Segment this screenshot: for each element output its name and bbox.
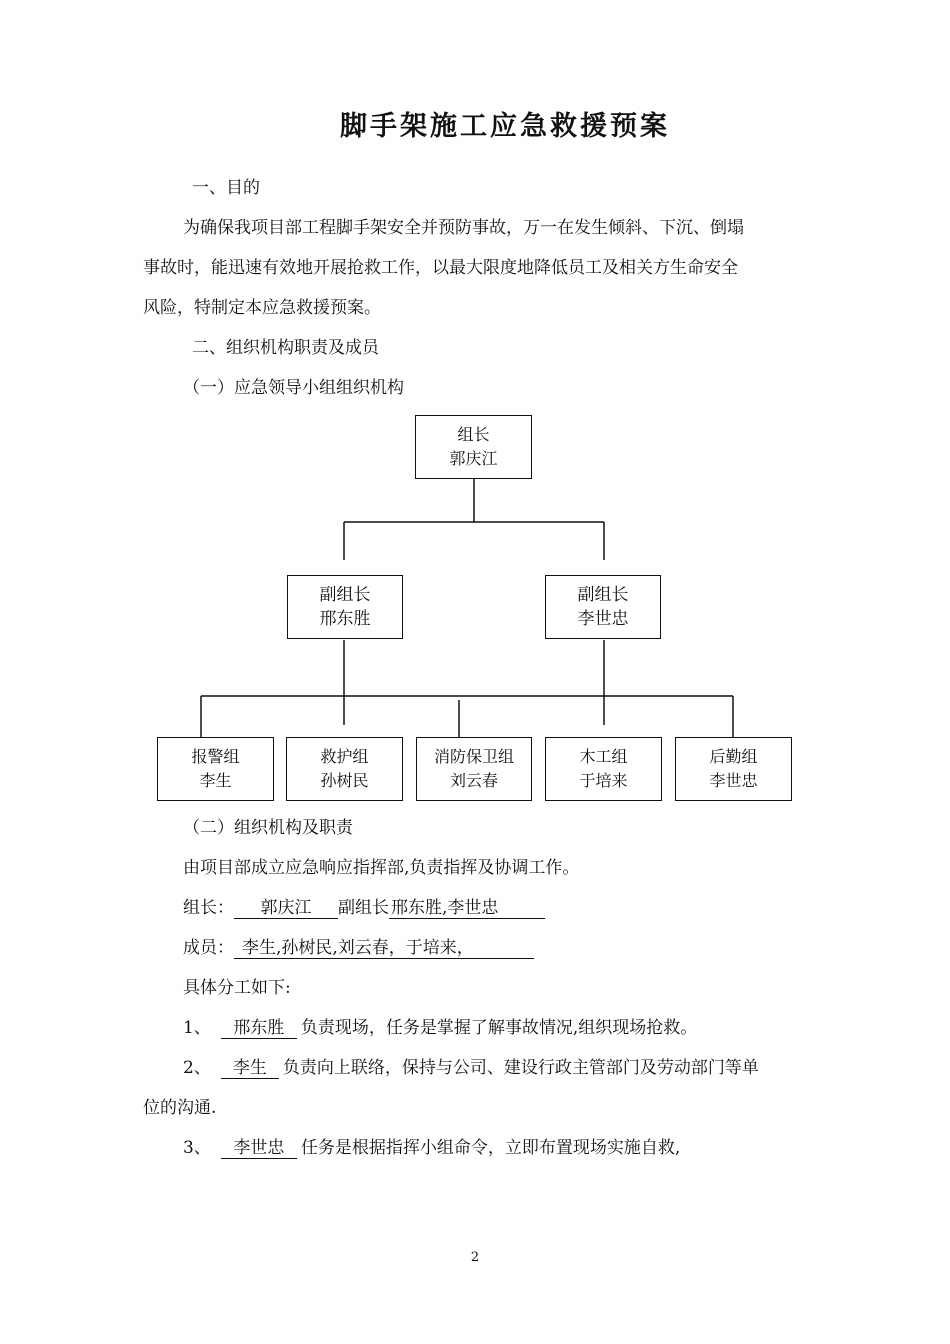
org-box-team-2 — [286, 737, 403, 801]
org-team-name: 李世忠 — [709, 771, 758, 790]
document-title: 脚手架施工应急救援预案 — [340, 111, 670, 142]
org-deputy-name: 邢东胜 — [319, 609, 371, 629]
duty-item-2 — [183, 1058, 759, 1079]
org-team-role: 报警组 — [191, 747, 240, 766]
duty-text: 负责向上联络，保持与公司、建设行政主管部门及劳动部门等单 — [282, 1058, 759, 1078]
org-team-name: 李生 — [199, 771, 232, 790]
sub2-heading: （二）组织机构及职责 — [183, 818, 353, 838]
leader-label: 组长： — [183, 898, 234, 918]
duty-item-3 — [183, 1138, 680, 1159]
org-deputy-role: 副组长 — [319, 585, 371, 605]
org-team-role: 后勤组 — [709, 747, 758, 766]
org-box-leader — [415, 415, 532, 479]
duty-text: 任务是根据指挥小组命令，立即布置现场实施自救, — [300, 1138, 681, 1158]
duty-number: 3、 — [183, 1138, 211, 1158]
deputy-names-field: 邢东胜,李世忠 — [389, 898, 545, 919]
org-team-role: 消防保卫组 — [433, 747, 514, 766]
org-team-name: 孙树民 — [320, 771, 369, 790]
org-deputy-role: 副组长 — [577, 585, 629, 605]
page-number: 2 — [470, 1250, 480, 1265]
leader-name-field: 郭庆江 — [234, 898, 338, 919]
duty-person: 李生 — [221, 1058, 279, 1079]
org-box-deputy-1 — [287, 575, 403, 639]
leader-line — [183, 898, 545, 919]
sub1-heading: （一）应急领导小组组织机构 — [183, 378, 404, 398]
para1-line3: 风险，特制定本应急救援预案。 — [143, 298, 381, 318]
org-team-role: 木工组 — [579, 747, 628, 766]
para1-line1: 为确保我项目部工程脚手架安全并预防事故，万一在发生倾斜、下沉、倒塌 — [183, 218, 744, 238]
org-box-team-4 — [545, 737, 662, 801]
duty-item-2-continued: 位的沟通. — [143, 1098, 217, 1118]
para1-line2: 事故时，能迅速有效地开展抢救工作，以最大限度地降低员工及相关方生命安全 — [143, 258, 738, 278]
duty-item-1 — [183, 1018, 697, 1039]
org-team-name: 于培来 — [579, 771, 628, 790]
member-line — [183, 938, 534, 959]
org-leader-name: 郭庆江 — [449, 449, 498, 468]
duty-number: 1、 — [183, 1018, 211, 1038]
division-heading: 具体分工如下: — [183, 978, 291, 998]
org-leader-role: 组长 — [457, 425, 490, 444]
section1-heading: 一、目的 — [192, 178, 260, 198]
org-box-team-5 — [675, 737, 792, 801]
org-team-name: 刘云春 — [449, 771, 498, 790]
command-line: 由项目部成立应急响应指挥部,负责指挥及协调工作。 — [183, 858, 580, 878]
member-names-field: 李生,孙树民,刘云春，于培来， — [234, 938, 534, 959]
org-box-team-3 — [416, 737, 532, 801]
section2-heading: 二、组织机构职责及成员 — [192, 338, 379, 358]
duty-person: 邢东胜 — [221, 1018, 297, 1039]
org-box-deputy-2 — [545, 575, 661, 639]
duty-text: 负责现场，任务是掌握了解事故情况,组织现场抢救。 — [300, 1018, 698, 1038]
duty-person: 李世忠 — [221, 1138, 297, 1159]
org-deputy-name: 李世忠 — [577, 609, 629, 629]
member-label: 成员： — [183, 938, 234, 958]
org-box-team-1 — [157, 737, 274, 801]
deputy-label: 副组长 — [338, 898, 389, 918]
duty-number: 2、 — [183, 1058, 211, 1078]
org-team-role: 救护组 — [320, 747, 369, 766]
